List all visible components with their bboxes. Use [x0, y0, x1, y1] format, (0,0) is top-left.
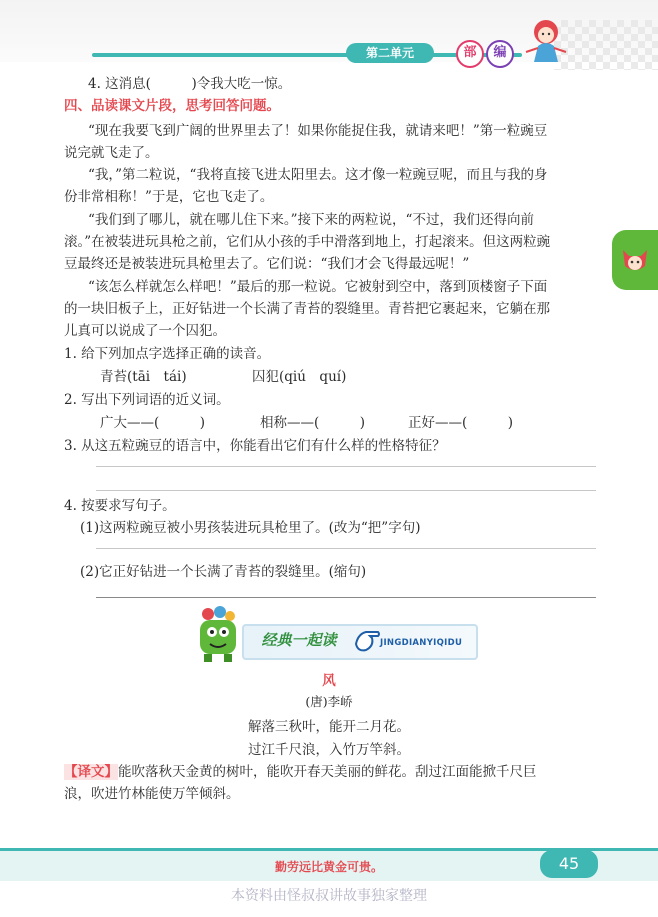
section-title: 四、品读课文片段，思考回答问题。	[64, 98, 280, 114]
banner-title: 经典一起读	[261, 631, 337, 649]
passage-line: 的一块旧板子上，正好钻进一个长满了青苔的裂缝里。青苔把它裹起来，它躺在那	[64, 301, 550, 317]
fox-face-icon	[620, 244, 650, 274]
passage-line: “我们到了哪儿，就在哪儿住下来。”接下来的两粒说，“不过，我们还得向前	[88, 212, 534, 228]
poem-title: 风	[322, 673, 336, 689]
answer-line[interactable]	[96, 466, 596, 467]
green-monster-icon	[194, 604, 244, 664]
answer-line[interactable]	[96, 490, 596, 491]
question-3: 3. 从这五粒豌豆的语言中，你能看出它们有什么样的性格特征？	[64, 438, 446, 454]
question-2-blank-c[interactable]: 正好——( )	[408, 415, 514, 431]
pointing-hand-icon	[352, 624, 382, 656]
answer-line[interactable]	[96, 597, 596, 598]
translation-text: 能吹落秋天金黄的树叶，能吹开春天美丽的鲜花。刮过江面能掀千尺巨	[118, 764, 537, 780]
banner-pinyin: JINGDIANYIQIDU	[380, 638, 463, 648]
question-4-prev: 4. 这消息( )令我大吃一惊。	[88, 76, 292, 92]
passage-line: 豆最终还是被装进玩具枪里去了。它们说：“我们才会飞得最远呢！”	[64, 256, 470, 272]
unit-label: 第二单元	[346, 43, 434, 63]
footer-credit: 本资料由怪叔叔讲故事独家整理	[231, 888, 427, 904]
question-2: 2. 写出下列词语的近义词。	[64, 392, 230, 408]
passage-line: “现在我要飞到广阔的世界里去了！如果你能捉住我，就请来吧！”第一粒豌豆	[88, 123, 548, 139]
question-2-blank-a[interactable]: 广大——( )	[100, 415, 206, 431]
edition-badge-1: 部	[456, 40, 484, 68]
question-1-option-b: 囚犯(qiú quí)	[252, 369, 347, 385]
question-4: 4. 按要求写句子。	[64, 498, 176, 514]
translation-tag: 【译文】	[64, 764, 118, 780]
passage-line: “该怎么样就怎么样吧！”最后的那一粒说。它被射到空中，落到顶楼窗子下面	[88, 279, 548, 295]
poem-line-1: 解落三秋叶，能开二月花。	[248, 719, 410, 735]
translation-line-2: 浪，吹进竹林能使万竿倾斜。	[64, 786, 240, 802]
question-2-blank-b[interactable]: 相称——( )	[260, 415, 366, 431]
passage-line: 说完就飞走了。	[64, 145, 159, 161]
answer-line[interactable]	[96, 548, 596, 549]
poem-author: (唐)李峤	[305, 694, 353, 709]
passage-line: “我，”第二粒说，“我将直接飞进太阳里去。这才像一粒豌豆呢，而且与我的身	[88, 167, 548, 183]
girl-mascot-icon	[516, 16, 576, 68]
passage-line: 滚。”在被装进玩具枪之前，它们从小孩的手中滑落到地上，打起滚来。但这两粒豌	[64, 234, 551, 250]
translation-line-1	[64, 762, 537, 782]
question-4-part-2: (2)它正好钻进一个长满了青苔的裂缝里。(缩句)	[80, 564, 367, 580]
passage-line: 份非常相称！”于是，它也飞走了。	[64, 189, 274, 205]
footer-motto: 勤劳远比黄金可贵。	[274, 860, 383, 874]
page-number: 45	[540, 850, 598, 878]
poem-line-2: 过江千尺浪，入竹万竿斜。	[248, 742, 410, 758]
edition-badge-2: 编	[486, 40, 514, 68]
question-1: 1. 给下列加点字选择正确的读音。	[64, 346, 271, 362]
question-4-part-1: (1)这两粒豌豆被小男孩装进玩具枪里了。(改为“把”字句)	[80, 520, 421, 536]
question-1-option-a: 青苔(tāi tái)	[100, 369, 187, 385]
passage-line: 儿真可以说成了一个囚犯。	[64, 323, 226, 339]
